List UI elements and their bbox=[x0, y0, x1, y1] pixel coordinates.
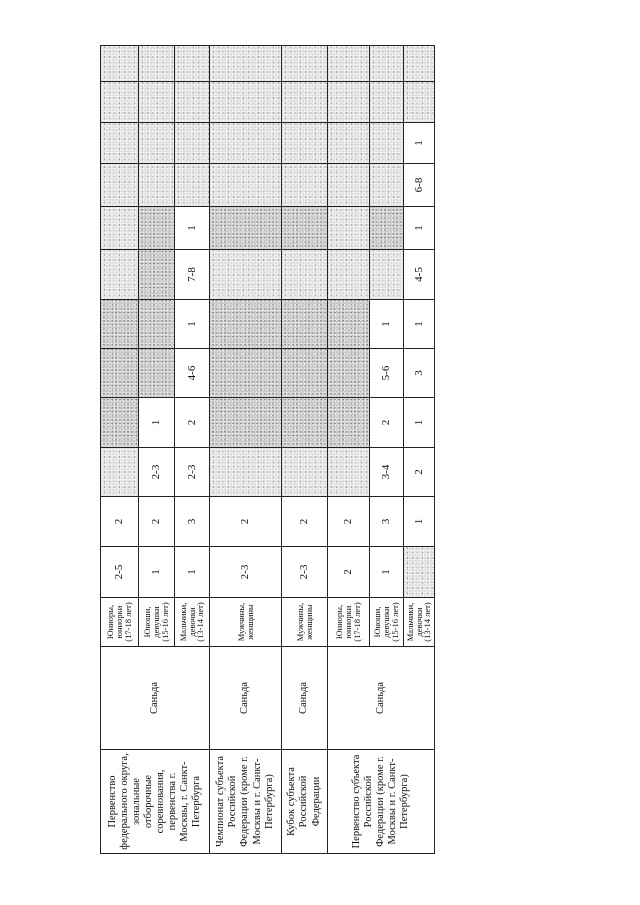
shaded-cell bbox=[139, 123, 175, 164]
value-cell: 1 bbox=[370, 547, 404, 598]
shaded-cell bbox=[404, 547, 435, 598]
value-cell: 2-5 bbox=[101, 547, 139, 598]
discipline-cell: Саньда bbox=[210, 647, 282, 750]
shaded-cell bbox=[210, 46, 282, 82]
shaded-cell bbox=[175, 123, 210, 164]
shaded-cell bbox=[210, 398, 282, 448]
rotated-table-container bbox=[100, 46, 434, 854]
value-cell: 2-3 bbox=[139, 448, 175, 497]
shaded-cell bbox=[328, 349, 370, 398]
shaded-cell bbox=[210, 300, 282, 349]
shaded-cell bbox=[101, 123, 139, 164]
value-cell: 2-3 bbox=[175, 448, 210, 497]
table-row bbox=[210, 46, 282, 854]
value-cell: 2 bbox=[370, 398, 404, 448]
shaded-cell bbox=[139, 82, 175, 123]
value-cell: 2 bbox=[175, 398, 210, 448]
shaded-cell bbox=[370, 250, 404, 300]
shaded-cell bbox=[370, 123, 404, 164]
shaded-cell bbox=[175, 46, 210, 82]
age-group-cell: Мальчики, девочки (13-14 лет) bbox=[404, 598, 435, 647]
shaded-cell bbox=[101, 82, 139, 123]
shaded-cell bbox=[328, 164, 370, 207]
value-cell: 2 bbox=[328, 497, 370, 547]
shaded-cell bbox=[210, 250, 282, 300]
shaded-cell bbox=[370, 46, 404, 82]
shaded-cell bbox=[210, 349, 282, 398]
table-row bbox=[328, 46, 370, 854]
shaded-cell bbox=[101, 207, 139, 250]
value-cell: 2 bbox=[210, 497, 282, 547]
value-cell: 1 bbox=[404, 300, 435, 349]
shaded-cell bbox=[101, 46, 139, 82]
shaded-cell bbox=[328, 398, 370, 448]
competition-cell: Чемпионат субъекта Российской Федерации (кроме г. Москвы и г. Санкт-Петербурга) bbox=[210, 750, 282, 854]
competition-cell: Кубок субъекта Российской Федерации bbox=[282, 750, 328, 854]
value-cell: 1 bbox=[139, 547, 175, 598]
value-cell: 2 bbox=[404, 448, 435, 497]
shaded-cell bbox=[370, 207, 404, 250]
age-group-cell: Мужчины, женщины bbox=[282, 598, 328, 647]
value-cell: 1 bbox=[404, 123, 435, 164]
shaded-cell bbox=[139, 349, 175, 398]
shaded-cell bbox=[328, 207, 370, 250]
shaded-cell bbox=[101, 349, 139, 398]
shaded-cell bbox=[404, 82, 435, 123]
shaded-cell bbox=[210, 82, 282, 123]
shaded-cell bbox=[328, 82, 370, 123]
shaded-cell bbox=[282, 82, 328, 123]
shaded-cell bbox=[328, 448, 370, 497]
shaded-cell bbox=[370, 164, 404, 207]
shaded-cell bbox=[175, 164, 210, 207]
value-cell: 2-3 bbox=[210, 547, 282, 598]
value-cell: 5-6 bbox=[370, 349, 404, 398]
shaded-cell bbox=[328, 300, 370, 349]
shaded-cell bbox=[101, 300, 139, 349]
value-cell: 2 bbox=[328, 547, 370, 598]
shaded-cell bbox=[370, 82, 404, 123]
shaded-cell bbox=[101, 164, 139, 207]
shaded-cell bbox=[139, 207, 175, 250]
discipline-cell: Саньда bbox=[328, 647, 435, 750]
shaded-cell bbox=[282, 250, 328, 300]
value-cell: 1 bbox=[139, 398, 175, 448]
shaded-cell bbox=[282, 207, 328, 250]
shaded-cell bbox=[210, 448, 282, 497]
shaded-cell bbox=[210, 123, 282, 164]
ranking-table bbox=[100, 45, 435, 854]
value-cell: 1 bbox=[175, 547, 210, 598]
shaded-cell bbox=[282, 300, 328, 349]
age-group-cell: Мальчики, девочки (13-14 лет) bbox=[175, 598, 210, 647]
shaded-cell bbox=[282, 349, 328, 398]
value-cell: 3 bbox=[175, 497, 210, 547]
shaded-cell bbox=[282, 46, 328, 82]
shaded-cell bbox=[404, 46, 435, 82]
discipline-cell: Саньда bbox=[101, 647, 210, 750]
shaded-cell bbox=[101, 398, 139, 448]
value-cell: 1 bbox=[370, 300, 404, 349]
value-cell: 2 bbox=[139, 497, 175, 547]
discipline-cell: Саньда bbox=[282, 647, 328, 750]
shaded-cell bbox=[210, 207, 282, 250]
shaded-cell bbox=[139, 300, 175, 349]
value-cell: 1 bbox=[175, 300, 210, 349]
shaded-cell bbox=[328, 123, 370, 164]
value-cell: 1 bbox=[404, 398, 435, 448]
shaded-cell bbox=[139, 164, 175, 207]
shaded-cell bbox=[139, 250, 175, 300]
value-cell: 2 bbox=[101, 497, 139, 547]
shaded-cell bbox=[101, 448, 139, 497]
competition-cell: Первенство федерального округа, зональные отборочные соревнования, первенства г. Москвы, г. Санкт-Петербурга bbox=[101, 750, 210, 854]
competition-cell: Первенство субъекта Российской Федерации (кроме г. Москвы и г. Санкт-Петербурга) bbox=[328, 750, 435, 854]
value-cell: 2 bbox=[282, 497, 328, 547]
value-cell: 3 bbox=[370, 497, 404, 547]
value-cell: 3 bbox=[404, 349, 435, 398]
shaded-cell bbox=[139, 46, 175, 82]
value-cell: 4-6 bbox=[175, 349, 210, 398]
value-cell: 6-8 bbox=[404, 164, 435, 207]
shaded-cell bbox=[282, 164, 328, 207]
age-group-cell: Юноши, девушки (15-16 лет) bbox=[139, 598, 175, 647]
shaded-cell bbox=[282, 123, 328, 164]
value-cell: 1 bbox=[175, 207, 210, 250]
age-group-cell: Мужчины, женщины bbox=[210, 598, 282, 647]
shaded-cell bbox=[101, 250, 139, 300]
value-cell: 1 bbox=[404, 497, 435, 547]
value-cell: 7-8 bbox=[175, 250, 210, 300]
age-group-cell: Юноши, девушки (15-16 лет) bbox=[370, 598, 404, 647]
age-group-cell: Юниоры, юниорки (17-18 лет) bbox=[101, 598, 139, 647]
value-cell: 4-5 bbox=[404, 250, 435, 300]
shaded-cell bbox=[328, 250, 370, 300]
shaded-cell bbox=[328, 46, 370, 82]
value-cell: 2-3 bbox=[282, 547, 328, 598]
table-row bbox=[282, 46, 328, 854]
shaded-cell bbox=[282, 448, 328, 497]
shaded-cell bbox=[282, 398, 328, 448]
age-group-cell: Юниоры, юниорки (17-18 лет) bbox=[328, 598, 370, 647]
value-cell: 3-4 bbox=[370, 448, 404, 497]
table-row bbox=[101, 46, 139, 854]
shaded-cell bbox=[210, 164, 282, 207]
shaded-cell bbox=[175, 82, 210, 123]
value-cell: 1 bbox=[404, 207, 435, 250]
